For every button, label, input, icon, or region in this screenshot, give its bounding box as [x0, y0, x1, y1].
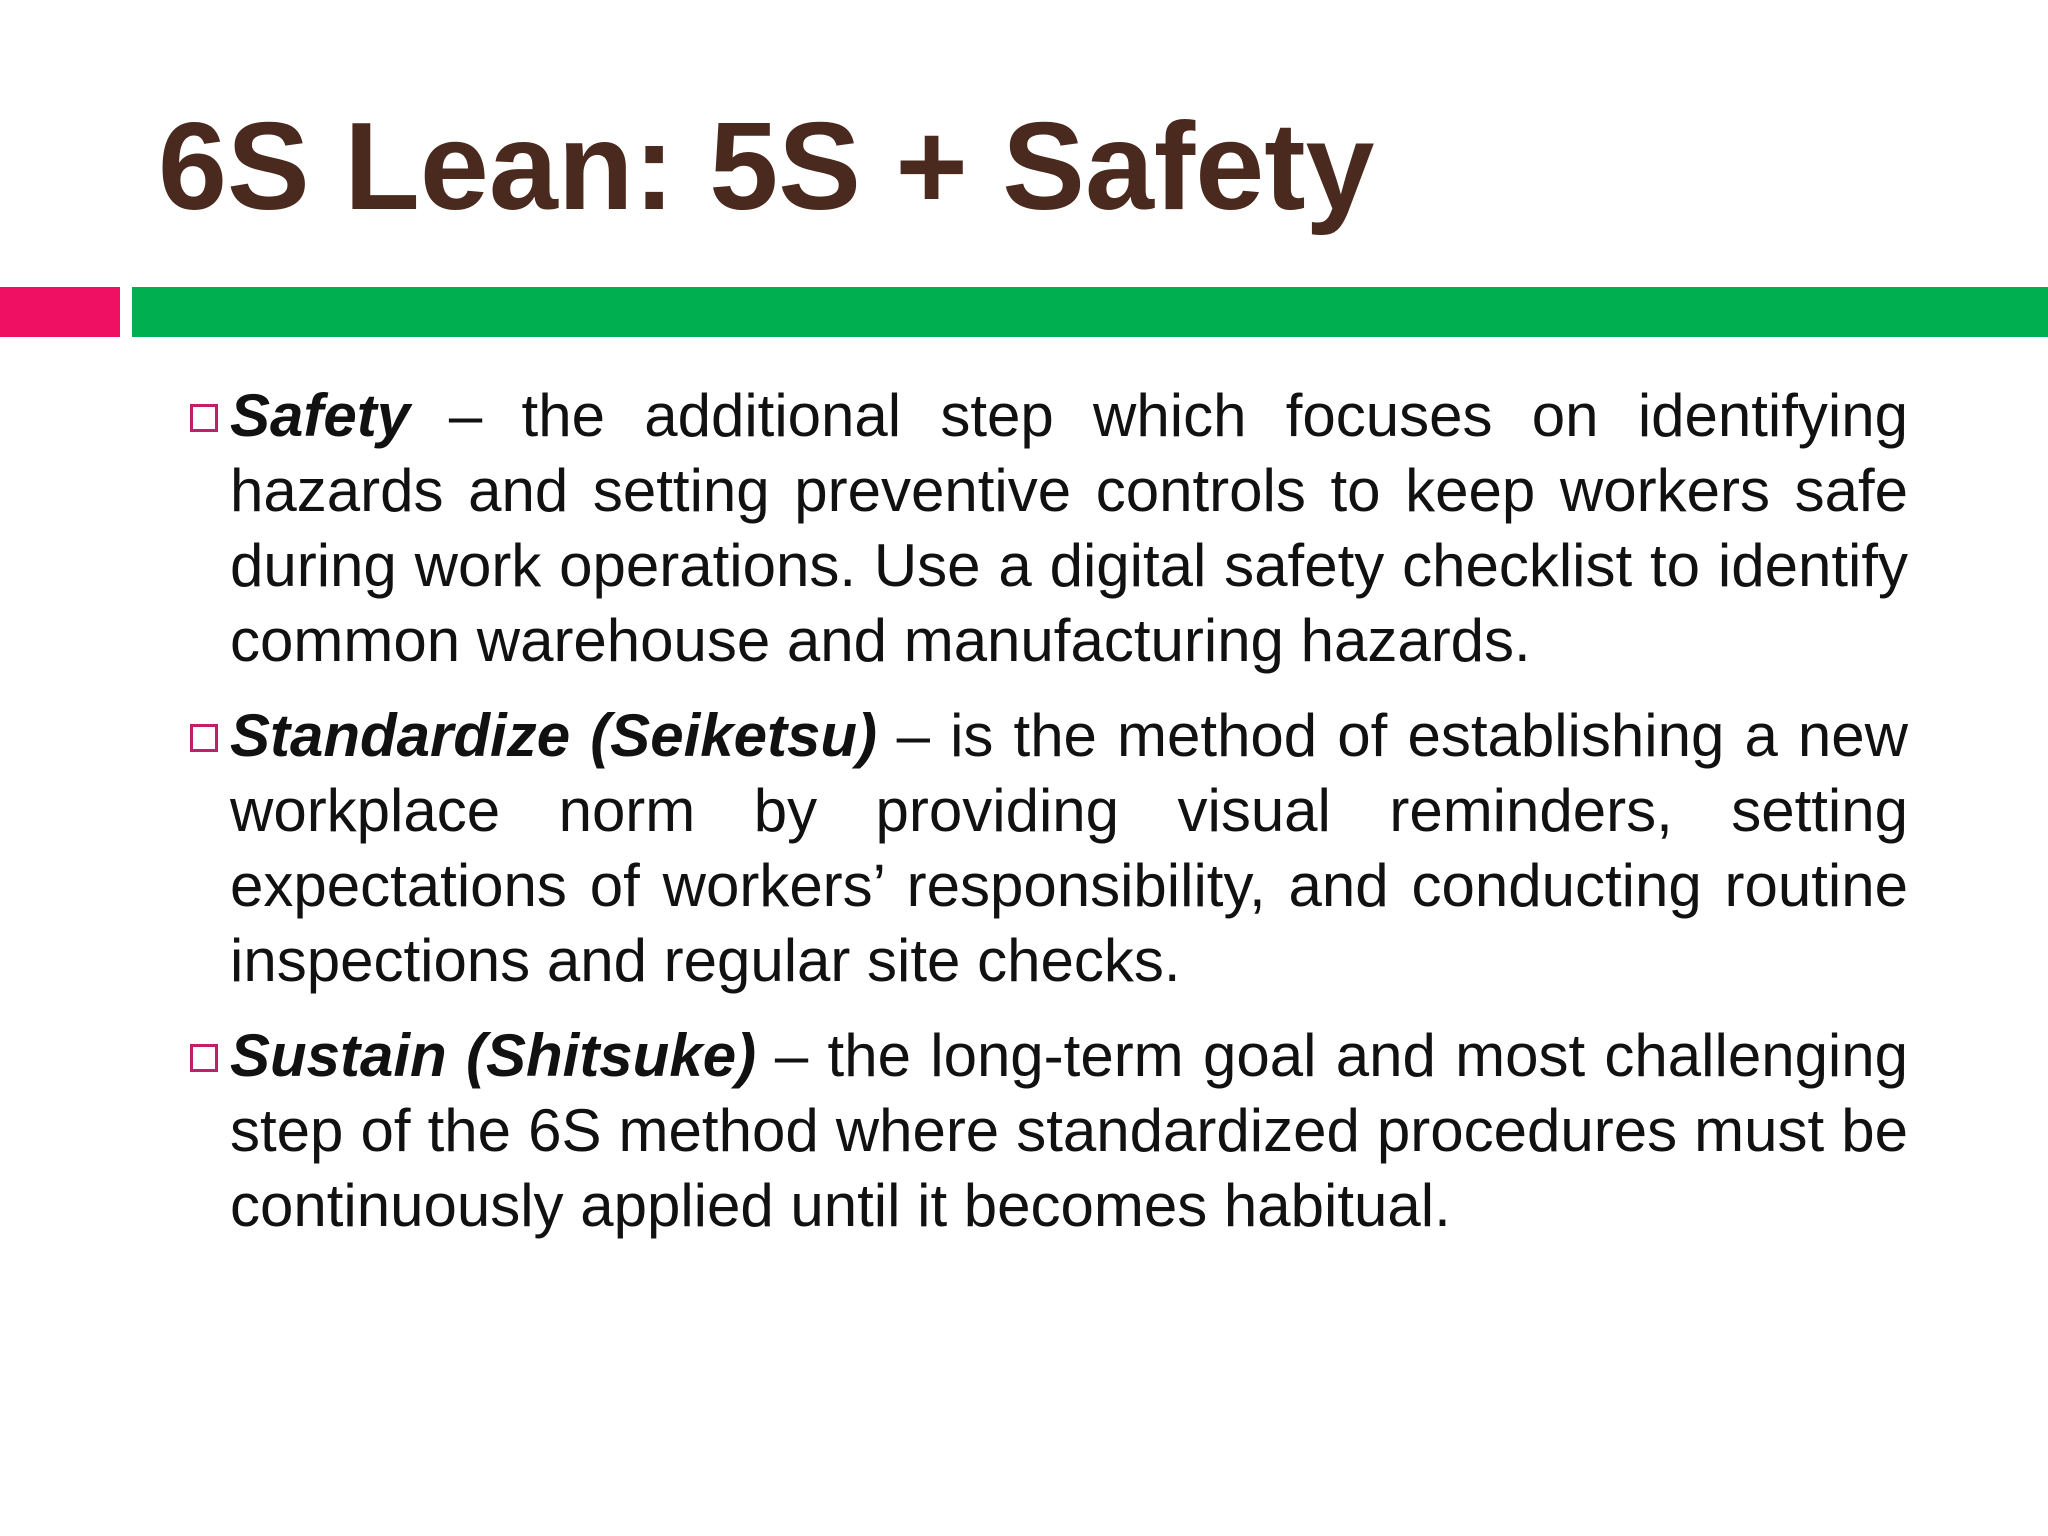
bullet-description: – is the method of establishing a new workplace norm by providing visual reminders, setting expectations of workers’ responsibility, and conducting routine inspections and regular site checks.	[230, 702, 1908, 994]
bullet-item-sustain	[190, 1018, 1908, 1243]
bullet-item-standardize	[190, 698, 1908, 998]
bullet-text	[230, 378, 1908, 678]
hollow-square-bullet-icon	[190, 724, 218, 752]
bullet-description: – the long-term goal and most challenging step of the 6S method where standardized procedures must be continuously applied until it becomes habitual.	[230, 1022, 1909, 1239]
bullet-item-safety	[190, 378, 1908, 678]
hollow-square-bullet-icon	[190, 1044, 218, 1072]
bullet-term: Sustain (Shitsuke)	[230, 1022, 757, 1089]
bullet-text	[230, 698, 1908, 998]
slide-title: 6S Lean: 5S + Safety	[158, 98, 1375, 236]
bullet-text	[230, 1018, 1908, 1243]
hollow-square-bullet-icon	[190, 404, 218, 432]
bullet-term: Safety	[230, 382, 411, 449]
bullet-term: Standardize (Seiketsu)	[230, 702, 877, 769]
bullet-description: – the additional step which focuses on identifying hazards and setting preventive controls to keep workers safe during work operations. Use a digital safety checklist to identify common warehouse and manufacturing hazards.	[230, 382, 1908, 674]
